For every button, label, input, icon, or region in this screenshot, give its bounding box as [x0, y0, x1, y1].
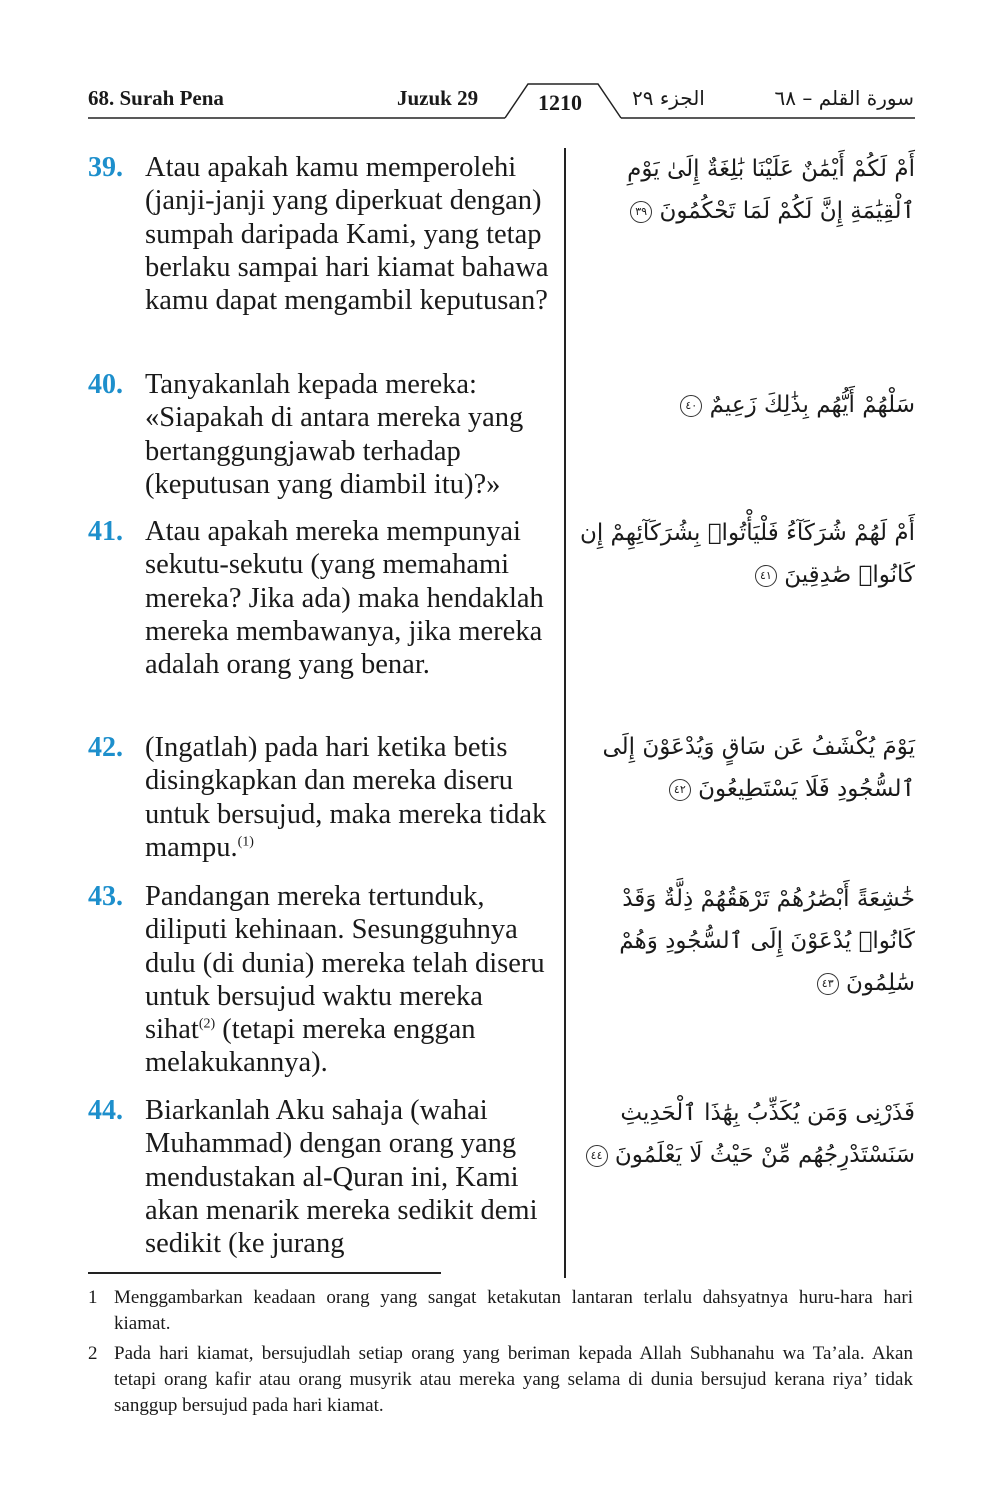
juz-arabic: الجزء ٢٩ — [632, 86, 705, 110]
verse-43 — [88, 880, 553, 1080]
verse-translation: Atau apakah kamu memperolehi (janji-janji yang diperkuat dengan) sumpah daripada Kami, yang tetap berlaku sampai hari kiamat bahawa kamu dapat mengambil keputusan? — [145, 152, 549, 317]
arabic-text: سَلْهُمْ أَيُّهُم بِذَٰلِكَ زَعِيمٌ — [709, 392, 915, 418]
verse-translation: Atau apakah mereka mempunyai sekutu-sekutu (yang memahami mereka? Jika ada) maka hendaklah mereka membawanya, jika mereka adalah orang yang benar. — [145, 516, 544, 681]
verse-41 — [88, 515, 553, 681]
arabic-text: أَمْ لَهُمْ شُرَكَآءُ فَلْيَأْتُوا۟ بِشُرَكَآئِهِمْ إِن كَانُوا۟ صَٰدِقِينَ — [579, 520, 915, 588]
verse-translation — [145, 880, 553, 1080]
arabic-verse-42 — [575, 726, 915, 810]
verse-number: 43. — [88, 881, 123, 912]
verse-number: 40. — [88, 369, 123, 400]
arabic-verse-43 — [575, 878, 915, 1004]
verse-number: 44. — [88, 1095, 123, 1126]
arabic-text: يَوْمَ يُكْشَفُ عَن سَاقٍ وَيُدْعَوْنَ إِلَى ٱلسُّجُودِ فَلَا يَسْتَطِيعُونَ — [602, 734, 915, 802]
footnote-rule — [88, 1272, 441, 1274]
ayah-end-marker: ٤٢ — [669, 779, 691, 801]
verse-translation: Tanyakanlah kepada mereka: «Siapakah di antara mereka yang bertanggungjawab terhadap (keputusan yang diambil itu)?» — [145, 369, 524, 500]
verse-text: Pandangan mereka tertunduk, diliputi kehinaan. Sesungguhnya dulu (di dunia) mereka telah diseru untuk bersujud waktu mereka sihat — [145, 881, 545, 1046]
verse-translation — [145, 731, 553, 864]
arabic-verse-40 — [575, 384, 915, 426]
ayah-end-marker: ٣٩ — [630, 201, 652, 223]
verse-40 — [88, 368, 553, 501]
verse-44 — [88, 1094, 553, 1260]
arabic-verse-39 — [575, 148, 915, 232]
verse-number: 41. — [88, 516, 123, 547]
ayah-end-marker: ٤٣ — [817, 973, 839, 995]
surah-arabic: سورة القلم – ٦٨ — [774, 86, 914, 110]
page-header — [0, 78, 1000, 128]
footnote-ref-1[interactable]: (1) — [237, 834, 254, 850]
footnote-2 — [88, 1341, 913, 1419]
footnote-number: 2 — [88, 1343, 98, 1364]
footnote-text: Pada hari kiamat, bersujudlah setiap orang yang beriman kepada Allah Subhanahu wa Ta’ala. Akan tetapi orang kafir atau orang musyrik atau mereka yang selama di dunia bersujud kerana riya’ tidak sanggup bersujud pada hari kiamat. — [114, 1343, 913, 1416]
ayah-end-marker: ٤٤ — [586, 1145, 608, 1167]
verse-text: (Ingatlah) pada hari ketika betis disingkapkan dan mereka diseru untuk bersujud, maka mereka tidak mampu. — [145, 732, 547, 863]
verse-39 — [88, 151, 553, 317]
verse-number: 39. — [88, 152, 123, 183]
juz-label: Juzuk 29 — [397, 86, 479, 110]
verse-number: 42. — [88, 732, 123, 763]
ayah-end-marker: ٤١ — [755, 565, 777, 587]
arabic-verse-44 — [575, 1092, 915, 1176]
page-number: 1210 — [538, 90, 582, 115]
ayah-end-marker: ٤٠ — [680, 395, 702, 417]
column-divider — [564, 148, 566, 1278]
footnote-text: Menggambarkan keadaan orang yang sangat ketakutan lantaran terlalu dahsyatnya huru-hara hari kiamat. — [114, 1287, 913, 1334]
verse-42 — [88, 731, 553, 864]
footnote-number: 1 — [88, 1287, 98, 1308]
arabic-text: أَمْ لَكُمْ أَيْمَٰنٌ عَلَيْنَا بَٰلِغَةٌ إِلَىٰ يَوْمِ ٱلْقِيَٰمَةِ إِنَّ لَكُمْ لَمَا تَحْكُمُونَ — [627, 156, 915, 224]
surah-title: 68. Surah Pena — [88, 86, 224, 110]
arabic-text: خَٰشِعَةً أَبْصَٰرُهُمْ تَرْهَقُهُمْ ذِلَّةٌ وَقَدْ كَانُوا۟ يُدْعَوْنَ إِلَى ٱلسُّجُودِ وَهُمْ سَٰلِمُونَ — [619, 886, 915, 996]
footnote-ref-2[interactable]: (2) — [198, 1016, 216, 1032]
footnote-1 — [88, 1285, 913, 1337]
arabic-text: فَذَرْنِى وَمَن يُكَذِّبُ بِهَٰذَا ٱلْحَدِيثِ سَنَسْتَدْرِجُهُم مِّنْ حَيْثُ لَا يَعْلَمُونَ — [614, 1100, 915, 1168]
verse-text-cont: (tetapi mereka enggan melakukannya). — [145, 1014, 476, 1079]
arabic-verse-41 — [575, 512, 915, 596]
verse-translation: Biarkanlah Aku sahaja (wahai Muhammad) dengan orang yang mendustakan al-Quran ini, Kami akan menarik mereka sedikit demi sedikit (ke jurang — [145, 1095, 538, 1260]
